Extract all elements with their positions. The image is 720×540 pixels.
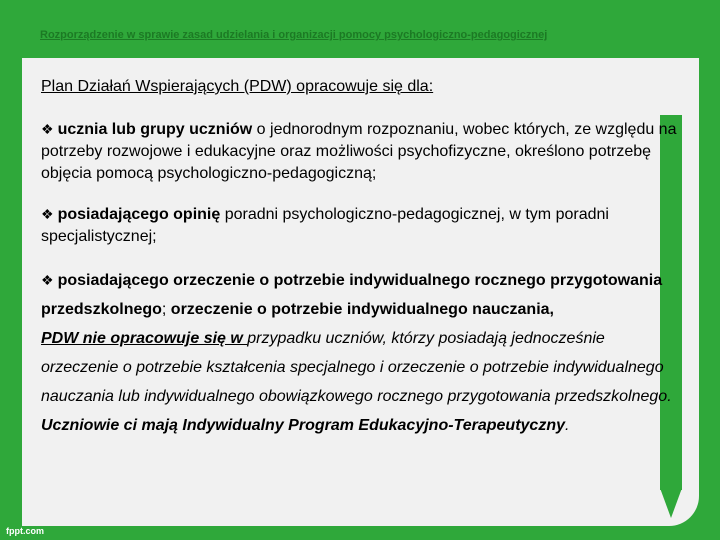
p4-bold-underline: PDW nie opracowuje się w [41, 330, 248, 347]
pencil-tip-graphic [660, 488, 682, 518]
p2-text: poradni psychologiczno-pedagogicznej, w tym poradni specjalistycznej; [41, 206, 609, 245]
paragraph-2 [41, 203, 681, 248]
p3-bold-2: orzeczenie o potrzebie indywidualnego nauczania, [170, 301, 554, 318]
diamond-bullet-icon: ❖ [41, 206, 54, 222]
paragraph-5 [41, 411, 681, 440]
paragraph-1 [41, 118, 681, 185]
heading: Plan Działań Wspierających (PDW) opracowuje się dla: [41, 78, 434, 95]
p3-bold-1: posiadającego orzeczenie o potrzebie indywidualnego rocznego przygotowania przedszkolnego [41, 272, 663, 318]
content-area [41, 76, 681, 440]
p2-bold: posiadającego opinię [57, 206, 221, 223]
p5-text: . [565, 417, 570, 434]
slide-title: Rozporządzenie w sprawie zasad udzielania i organizacji pomocy psychologiczno-pedagogicznej [40, 29, 548, 41]
paragraph-4 [41, 324, 681, 411]
p1-bold: ucznia lub grupy uczniów [57, 121, 253, 138]
p5-bold: Uczniowie ci mają Indywidualny Program Edukacyjno-Terapeutyczny [41, 417, 565, 434]
diamond-bullet-icon: ❖ [41, 121, 54, 137]
paragraph-3 [41, 266, 681, 324]
footer-logo: fppt.com [6, 526, 44, 536]
p1-text: o jednorodnym rozpoznaniu, wobec których, ze względu na potrzeby rozwojowe i edukacyjne oraz możliwości psychofizyczne, określono potrzebę objęcia pomocą psychologiczno-pedagogiczną; [41, 121, 677, 182]
diamond-bullet-icon: ❖ [41, 272, 54, 288]
p4-text: przypadku uczniów, którzy posiadają jednocześnie orzeczenie o potrzebie kształcenia specjalnego i orzeczenie o potrzebie indywidualnego nauczania lub indywidualnego obowiązkowego rocznego przygotowania przedszkolnego. [41, 330, 672, 405]
p3-text: ; [161, 301, 171, 318]
